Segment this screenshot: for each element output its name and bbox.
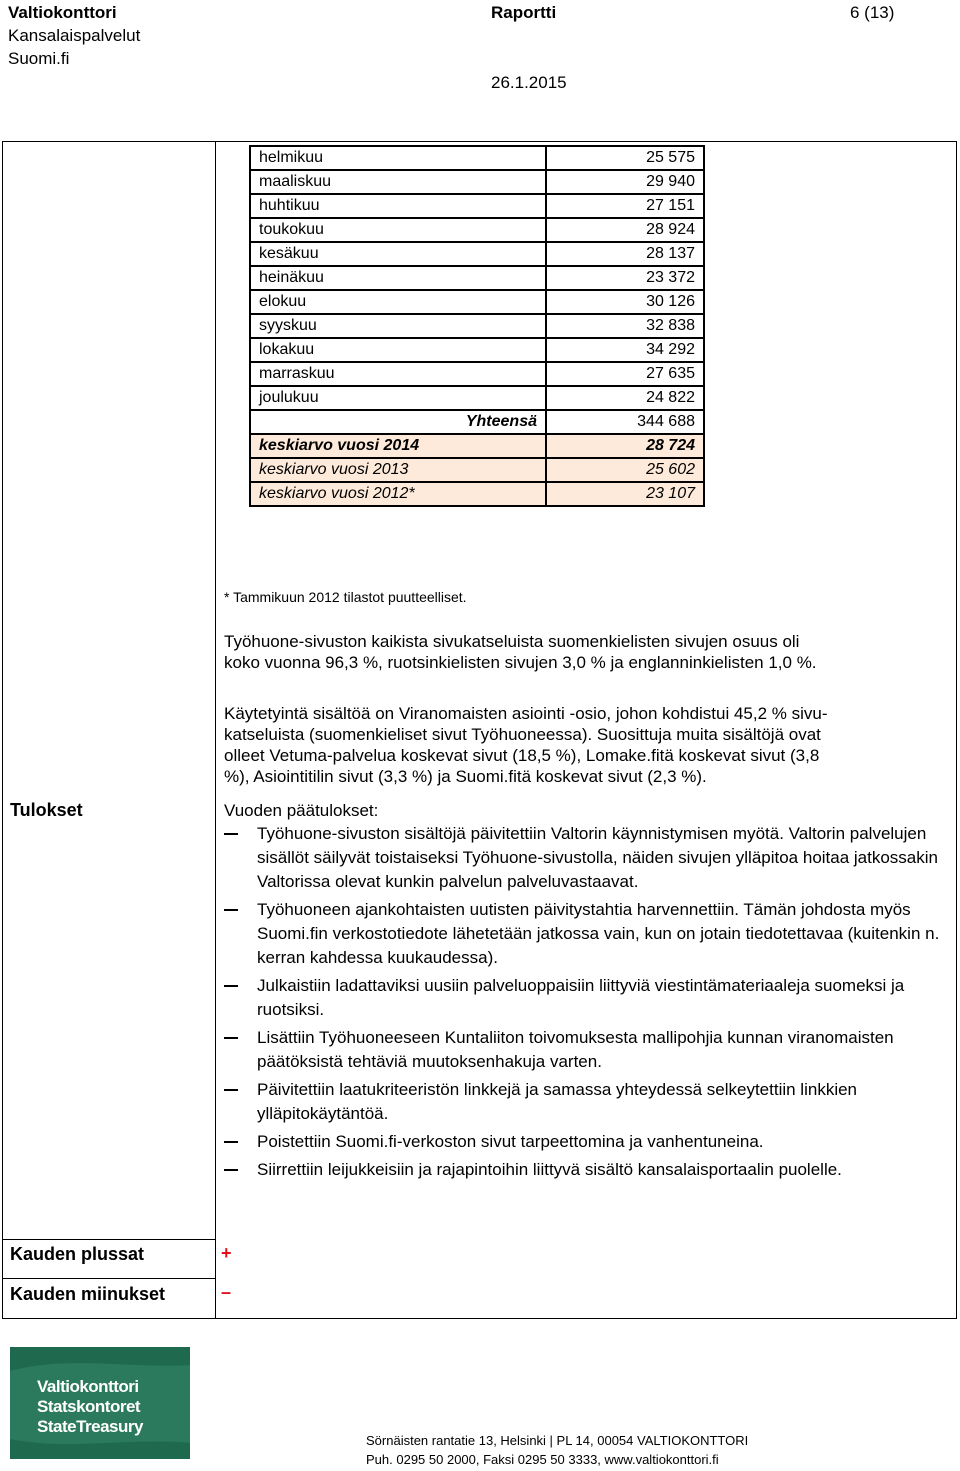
stats-value: 23 372 [546, 266, 704, 290]
stats-label: marraskuu [250, 362, 546, 386]
results-label: Tulokset [10, 800, 83, 820]
stats-value: 27 151 [546, 194, 704, 218]
text-line: Työhuone-sivuston kaikista sivukatseluista suomenkielisten sivujen osuus oli [224, 632, 800, 651]
dash-bullet-icon [224, 1037, 238, 1039]
stats-row [250, 242, 704, 266]
result-text: Päivitettiin laatukriteeristön linkkejä ja samassa yhteydessä selkeytettiin linkkien ylläpitokäytäntöä. [257, 1080, 858, 1123]
column-divider [215, 142, 216, 1318]
stats-label: lokakuu [250, 338, 546, 362]
stats-label: syyskuu [250, 314, 546, 338]
stats-value: 25 602 [546, 458, 704, 482]
dash-bullet-icon [224, 833, 238, 835]
stats-label: joulukuu [250, 386, 546, 410]
stats-label: keskiarvo vuosi 2013 [250, 458, 546, 482]
stats-row [250, 362, 704, 386]
stats-row [250, 194, 704, 218]
stats-row [250, 170, 704, 194]
doc-date: 26.1.2015 [491, 73, 567, 92]
result-item [224, 1078, 952, 1126]
result-item [224, 1026, 952, 1074]
logo-text-sv: Statskontoret [37, 1397, 141, 1416]
valtiokonttori-logo [10, 1347, 190, 1459]
monthly-stats-table [249, 145, 705, 507]
logo-text-en: StateTreasury [37, 1417, 143, 1436]
dash-bullet-icon [224, 1141, 238, 1143]
result-text: Lisättiin Työhuoneeseen Kuntaliiton toivomuksesta mallipohjia kunnan viranomaisten päätöksistä tehtäviä muutoksenhakuja varten. [257, 1028, 894, 1071]
stats-row [250, 410, 704, 434]
text-line: Käytetyintä sisältöä on Viranomaisten asiointi -osio, johon kohdistui 45,2 % sivu- [224, 704, 828, 723]
result-text: Poistettiin Suomi.fi-verkoston sivut tarpeettomina ja vanhentuneina. [257, 1132, 764, 1151]
stats-value: 29 940 [546, 170, 704, 194]
stats-value: 28 724 [546, 434, 704, 458]
stats-label: helmikuu [250, 146, 546, 170]
stats-row [250, 290, 704, 314]
stats-row [250, 482, 704, 506]
unit-name: Kansalaispalvelut [8, 26, 141, 45]
stats-row [250, 338, 704, 362]
text-line: koko vuonna 96,3 %, ruotsinkielisten sivujen 3,0 % ja englanninkielisten 1,0 %. [224, 653, 817, 672]
org-name: Valtiokonttori [8, 3, 117, 22]
results-list [224, 822, 952, 1186]
stats-row [250, 458, 704, 482]
page-number: 6 (13) [850, 3, 895, 22]
result-item [224, 898, 952, 970]
stats-label: toukokuu [250, 218, 546, 242]
row-divider [3, 1278, 215, 1279]
dash-bullet-icon [224, 1089, 238, 1091]
footer-contact: Puh. 0295 50 2000, Faksi 0295 50 3333, www.valtiokonttori.fi [366, 1452, 719, 1467]
footer-address: Sörnäisten rantatie 13, Helsinki | PL 14, 00054 VALTIOKONTTORI [366, 1433, 749, 1448]
stats-row [250, 386, 704, 410]
result-text: Julkaistiin ladattaviksi uusiin palveluoppaisiin liittyviä viestintämateriaaleja suomeksi ja ruotsiksi. [257, 976, 905, 1019]
stats-row [250, 266, 704, 290]
minus-sign: – [221, 1282, 232, 1302]
stats-value: 27 635 [546, 362, 704, 386]
stats-value: 28 137 [546, 242, 704, 266]
dash-bullet-icon [224, 985, 238, 987]
stats-value: 23 107 [546, 482, 704, 506]
result-text: Siirrettiin leijukkeisiin ja rajapintoihin liittyvä sisältö kansalaisportaalin puolelle. [257, 1160, 842, 1179]
language-share-paragraph [224, 631, 817, 673]
stats-label: keskiarvo vuosi 2014 [250, 434, 546, 458]
period-minuses-label: Kauden miinukset [10, 1284, 166, 1304]
stats-value: 34 292 [546, 338, 704, 362]
text-line: olleet Vetuma-palvelua koskevat sivut (18,5 %), Lomake.fitä koskevat sivut (3,8 [224, 746, 820, 765]
result-item [224, 1158, 952, 1182]
stats-label: maaliskuu [250, 170, 546, 194]
stats-value: 32 838 [546, 314, 704, 338]
footnote: * Tammikuun 2012 tilastot puutteelliset. [224, 589, 467, 605]
result-text: Työhuone-sivuston sisältöjä päivitettiin Valtorin käynnistymisen myötä. Valtorin palvelujen sisällöt säilyvät toistaiseksi Työhuone-sivustolla, näiden sivujen ylläpitoa hoitaa jatkossakin Valtorissa olevat kunkin palvelun palveluvastaavat. [257, 824, 938, 891]
result-item [224, 974, 952, 1022]
text-line: %), Asiointitilin sivut (3,3 %) ja Suomi.fitä koskevat sivut (2,3 %). [224, 767, 707, 786]
stats-label: Yhteensä [250, 410, 546, 434]
stats-label: kesäkuu [250, 242, 546, 266]
row-divider [3, 1239, 215, 1240]
stats-value: 30 126 [546, 290, 704, 314]
site-name: Suomi.fi [8, 49, 70, 68]
stats-label: keskiarvo vuosi 2012* [250, 482, 546, 506]
dash-bullet-icon [224, 909, 238, 911]
stats-label: heinäkuu [250, 266, 546, 290]
stats-row [250, 146, 704, 170]
stats-value: 344 688 [546, 410, 704, 434]
text-line: katseluista (suomenkieliset sivut Työhuoneessa). Suosittuja muita sisältöjä ovat [224, 725, 821, 744]
stats-value: 25 575 [546, 146, 704, 170]
result-text: Työhuoneen ajankohtaisten uutisten päivitystahtia harvennettiin. Tämän johdosta myös Suomi.fin verkostotiedote lähetetään jatkossa vain, kun on jotain tiedotettavaa (kuitenkin n. kerran kahdessa kuukaudessa). [257, 900, 940, 967]
stats-label: huhtikuu [250, 194, 546, 218]
stats-value: 24 822 [546, 386, 704, 410]
stats-row [250, 314, 704, 338]
plus-sign: + [221, 1243, 232, 1263]
stats-value: 28 924 [546, 218, 704, 242]
period-pluses-label: Kauden plussat [10, 1244, 145, 1264]
stats-row [250, 434, 704, 458]
dash-bullet-icon [224, 1169, 238, 1171]
doc-type: Raportti [491, 3, 557, 22]
popular-content-paragraph [224, 703, 828, 787]
result-item [224, 1130, 952, 1154]
logo-text-fi: Valtiokonttori [37, 1377, 139, 1396]
stats-label: elokuu [250, 290, 546, 314]
stats-row [250, 218, 704, 242]
result-item [224, 822, 952, 894]
results-heading: Vuoden päätulokset: [224, 801, 379, 820]
